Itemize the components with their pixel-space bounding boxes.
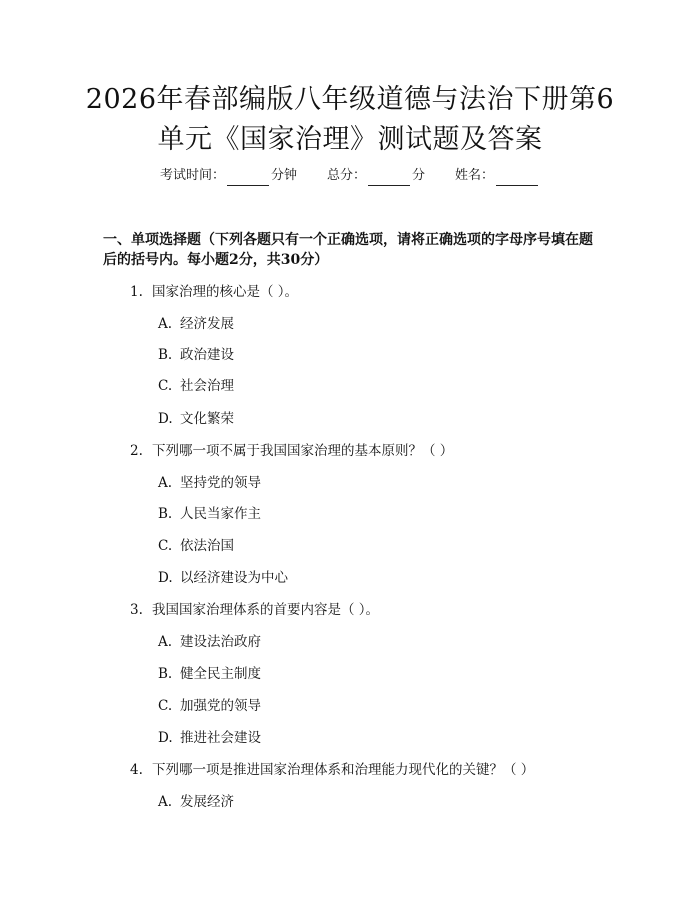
option-letter: B. xyxy=(158,506,173,522)
total-score-unit: 分 xyxy=(412,168,426,183)
question-2-option-d xyxy=(158,568,288,588)
question-1-option-c xyxy=(158,376,234,396)
exam-time-label: 考试时间： xyxy=(159,168,225,183)
question-number: 4. xyxy=(130,762,143,778)
student-name-label: 姓名： xyxy=(455,168,495,183)
option-text: 人民当家作主 xyxy=(180,506,261,522)
question-text: 国家治理的核心是（ ）。 xyxy=(152,284,299,300)
option-text: 加强党的领导 xyxy=(180,698,261,714)
option-letter: A. xyxy=(158,634,173,650)
option-letter: D. xyxy=(158,730,173,746)
exam-info-row xyxy=(0,166,700,186)
exam-time-blank xyxy=(227,171,269,186)
option-text: 建设法治政府 xyxy=(180,634,261,650)
question-4 xyxy=(130,760,534,780)
question-number: 3. xyxy=(130,602,143,618)
document-title-line-2: 单元《国家治理》测试题及答案 xyxy=(157,124,543,155)
question-3-option-a xyxy=(158,632,261,652)
question-3-option-b xyxy=(158,664,261,684)
total-score-blank xyxy=(368,171,410,186)
question-2-option-c xyxy=(158,536,234,556)
option-text: 社会治理 xyxy=(180,378,234,394)
option-letter: D. xyxy=(158,411,173,427)
option-text: 经济发展 xyxy=(180,316,234,332)
question-1 xyxy=(130,282,298,302)
question-4-option-a xyxy=(158,792,234,812)
question-number: 2. xyxy=(130,443,143,459)
question-2-option-a xyxy=(158,473,261,493)
option-text: 政治建设 xyxy=(180,347,234,363)
question-3-option-c xyxy=(158,696,261,716)
total-score-label: 总分： xyxy=(326,168,366,183)
question-2-option-b xyxy=(158,504,261,524)
total-score-field xyxy=(327,166,425,186)
question-text: 我国国家治理体系的首要内容是（ ）。 xyxy=(152,602,380,618)
question-1-option-d xyxy=(158,409,234,429)
option-text: 依法治国 xyxy=(180,538,234,554)
option-text: 发展经济 xyxy=(180,794,234,810)
option-text: 坚持党的领导 xyxy=(180,475,261,491)
option-letter: B. xyxy=(158,666,173,682)
question-1-option-b xyxy=(158,345,234,365)
question-2 xyxy=(130,441,453,461)
option-letter: A. xyxy=(158,316,173,332)
student-name-blank xyxy=(496,171,538,186)
question-3 xyxy=(130,600,379,620)
question-text: 下列哪一项是推进国家治理体系和治理能力现代化的关键？（ ） xyxy=(152,762,535,778)
exam-time-unit: 分钟 xyxy=(270,168,297,183)
question-text: 下列哪一项不属于我国国家治理的基本原则？（ ） xyxy=(152,443,454,459)
option-letter: A. xyxy=(158,475,173,491)
option-text: 推进社会建设 xyxy=(180,730,261,746)
option-letter: A. xyxy=(158,794,173,810)
option-letter: D. xyxy=(158,570,173,586)
question-1-option-a xyxy=(158,314,234,334)
section-1-heading: 一、单项选择题（下列各题只有一个正确选项，请将正确选项的字母序号填在题后的括号内。每小题2分，共30分） xyxy=(103,232,593,268)
option-text: 文化繁荣 xyxy=(180,411,234,427)
option-letter: B. xyxy=(158,347,173,363)
student-name-field xyxy=(455,166,540,186)
exam-time-field xyxy=(160,166,297,186)
question-number: 1. xyxy=(130,284,143,300)
document-title-line-1: 2026年春部编版八年级道德与法治下册第6 xyxy=(85,84,615,115)
option-text: 以经济建设为中心 xyxy=(180,570,288,586)
option-letter: C. xyxy=(158,378,173,394)
option-letter: C. xyxy=(158,538,173,554)
option-letter: C. xyxy=(158,698,173,714)
question-3-option-d xyxy=(158,728,261,748)
option-text: 健全民主制度 xyxy=(180,666,261,682)
